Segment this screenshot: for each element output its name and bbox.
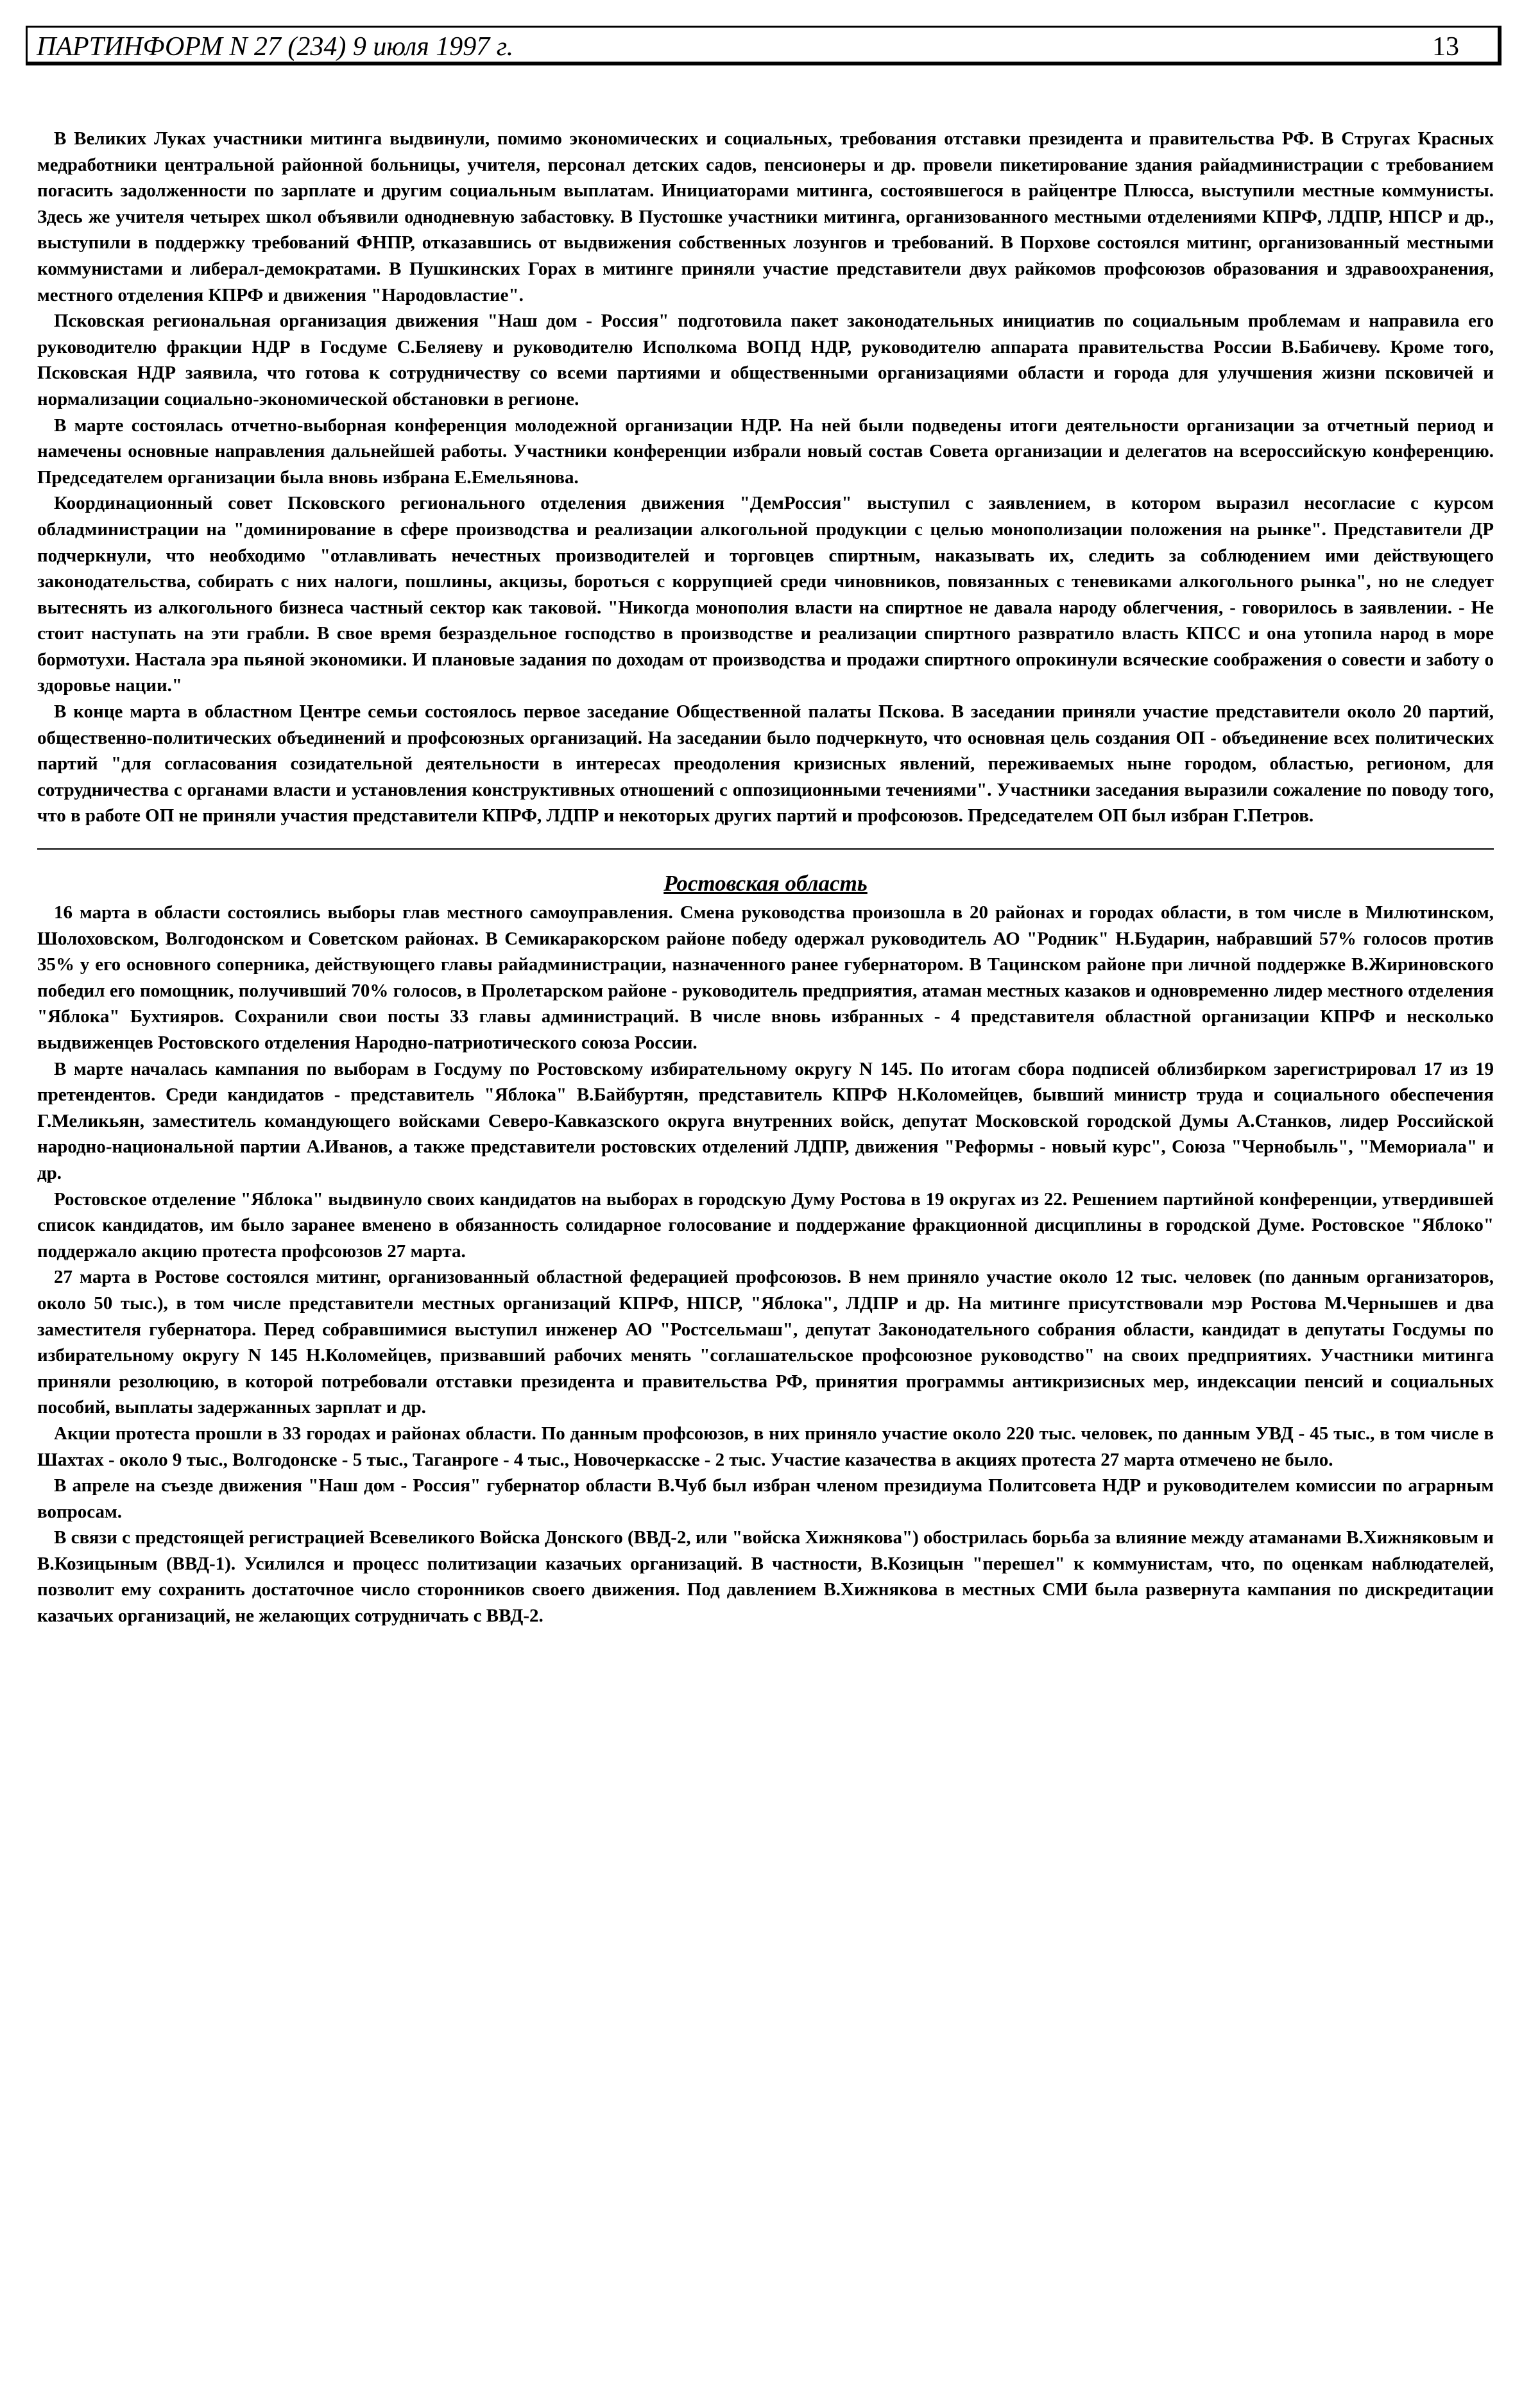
page-header [26, 26, 1502, 65]
paragraph: Ростовское отделение "Яблока" выдвинуло своих кандидатов на выборах в городскую Думу Ростова в 19 округах из 22. Решением партийной конференции, утвердившей список кандидатов, им было заранее вменено в обязанность солидарное голосование и поддержание фракционной дисциплины в городской Думе. Ростовское "Яблоко" поддержало акцию протеста профсоюзов 27 марта. [37, 1188, 1494, 1262]
paragraph: Акции протеста прошли в 33 городах и районах области. По данным профсоюзов, в них приняло участие около 220 тыс. человек, по данным УВД - 45 тыс., в том числе в Шахтах - около 9 тыс., Волгодонске - 5 тыс., Таганроге - 4 тыс., Новочеркасске - 2 тыс. Участие казачества в акциях протеста 27 марта отмечено не было. [37, 1423, 1494, 1470]
article-body [37, 126, 1494, 1629]
section-heading: Ростовская область [663, 871, 868, 896]
paragraph: В Великих Луках участники митинга выдвинули, помимо экономических и социальных, требования отставки президента и правительства РФ. В Стругах Красных медработники центральной районной больницы, учителя, персонал детских садов, пенсионеры и др. провели пикетирование здания райадминистрации с требованием погасить задолженности по зарплате и другим социальным выплатам. Инициаторами митинга, состоявшегося в райцентре Плюсса, выступили местные коммунисты. Здесь же учителя четырех школ объявили однодневную забастовку. В Пустошке участники митинга, организованного местными отделениями КПРФ, ЛДПР, НПСР и др., выступили в поддержку требований ФНПР, отказавшись от выдвижения собственных лозунгов и требований. В Порхове состоялся митинг, организованный местными коммунистами и либерал-демократами. В Пушкинских Горах в митинге приняли участие представители двух райкомов профсоюзов образования и здравоохранения, местного отделения КПРФ и движения "Народовластие". [37, 128, 1494, 305]
paragraph: В конце марта в областном Центре семьи состоялось первое заседание Общественной палаты Пскова. В заседании приняли участие представители около 20 партий, общественно-политических объединений и профсоюзных организаций. На заседании было подчеркнуто, что основная цель создания ОП - объединение всех политических партий "для согласования созидательной деятельности в интересах преодоления кризисных явлений, переживаемых ныне городом, областью, регионом, для сотрудничества с органами власти и установления конструктивных отношений с оппозиционными течениями". Участники заседания выразили сожаление по поводу того, что в работе ОП не приняли участия представители КПРФ, ЛДПР и некоторых других партий и профсоюзов. Председателем ОП был избран Г.Петров. [37, 701, 1494, 827]
pskov-section [37, 126, 1494, 829]
paragraph: В марте началась кампания по выборам в Госдуму по Ростовскому избирательному округу N 145. По итогам сбора подписей облизбирком зарегистрировал 17 из 19 претендентов. Среди кандидатов - представитель "Яблока" В.Байбуртян, представитель КПРФ Н.Коломейцев, бывший министр труда и социального обеспечения Г.Меликьян, заместитель командующего войсками Северо-Кавказского округа внутренних войск, депутат Московской городской Думы А.Станков, лидер Российской народно-национальной партии А.Иванов, а также представители ростовских отделений ЛДПР, движения "Реформы - новый курс", Союза "Чернобыль", "Мемориала" и др. [37, 1058, 1494, 1183]
page-number: 13 [1432, 32, 1459, 62]
paragraph: В апреле на съезде движения "Наш дом - Россия" губернатор области В.Чуб был избран членом президиума Политсовета НДР и руководителем комиссии по аграрным вопросам. [37, 1475, 1494, 1522]
rostov-section [37, 900, 1494, 1629]
paragraph: В марте состоялась отчетно-выборная конференция молодежной организации НДР. На ней были подведены итоги деятельности организации за отчетный период и намечены основные направления дальнейшей работы. Участники конференции избрали новый состав Совета организации и делегатов на всероссийскую конференцию. Председателем организации была вновь избрана Е.Емельянова. [37, 415, 1494, 488]
paragraph: В связи с предстоящей регистрацией Всевеликого Войска Донского (ВВД-2, или "войска Хижнякова") обострилась борьба за влияние между атаманами В.Хижняковым и В.Козицыным (ВВД-1). Усилился и процесс политизации казачьих организаций. В частности, В.Козицын "перешел" к коммунистам, что, по оценкам наблюдателей, позволит ему сохранить достаточное число сторонников своего движения. Под давлением В.Хижнякова в местных СМИ была развернута кампания по дискредитации казачьих организаций, не желающих сотрудничать с ВВД-2. [37, 1527, 1494, 1627]
paragraph: Псковская региональная организация движения "Наш дом - Россия" подготовила пакет законодательных инициатив по социальным проблемам и направила его руководителю фракции НДР в Госдуме С.Беляеву и руководителю Исполкома ВОПД НДР, руководителю аппарата правительства России В.Бабичеву. Кроме того, Псковская НДР заявила, что готова к сотрудничеству со всеми партиями и общественными организациями области и города для улучшения жизни псковичей и нормализации социально-экономической обстановки в регионе. [37, 311, 1494, 409]
publication-title: ПАРТИНФОРМ N 27 (234) 9 июля 1997 г. [37, 32, 514, 62]
section-divider [37, 848, 1494, 850]
paragraph: 16 марта в области состоялись выборы глав местного самоуправления. Смена руководства произошла в 20 районах и городах области, в том числе в Милютинском, Шолоховском, Волгодонском и Советском районах. В Семикаракорском районе победу одержал руководитель АО "Родник" Н.Бударин, набравший 57% голосов против 35% у его основного соперника, действующего главы райадминистрации, назначенного ранее губернатором. В Тацинском районе при личной поддержке В.Жириновского победил его помощник, получивший 70% голосов, в Пролетарском районе - руководитель предприятия, атаман местных казаков и одновременно лидер местного отделения "Яблока" Бухтияров. Сохранили свои посты 33 главы администраций. В числе вновь избранных - 4 представителя областной организации КПРФ и несколько выдвиженцев Ростовского отделения Народно-патриотического союза России. [37, 902, 1494, 1053]
paragraph: Координационный совет Псковского регионального отделения движения "ДемРоссия" выступил с заявлением, в котором выразил несогласие с курсом обладминистрации на "доминирование в сфере производства и реализации алкогольной продукции с целью монополизации положения на рынке". Представители ДР подчеркнули, что необходимо "отлавливать нечестных производителей и торговцев спиртным, наказывать их, следить за соблюдением ими действующего законодательства, собирать с них налоги, пошлины, акцизы, бороться с коррупцией среди чиновников, повязанных с теневиками алкогольного рынка", но не следует вытеснять из алкогольного бизнеса частный сектор как таковой. "Никогда монополия власти на спиртное не давала народу облегчения, - говорилось в заявлении. - Не стоит наступать на эти грабли. В свое время безраздельное господство в производстве и реализации спиртного развратило власть КПСС и она утопила народ в море бормотухи. Настала эра пьяной экономики. И плановые задания по доходам от производства и продажи спиртного опрокинули всяческие соображения о совести и заботу о здоровье нации." [37, 493, 1494, 696]
paragraph: 27 марта в Ростове состоялся митинг, организованный областной федерацией профсоюзов. В нем приняло участие около 12 тыс. человек (по данным организаторов, около 50 тыс.), в том числе представители местных организаций КПРФ, НПСР, "Яблока", ЛДПР и др. На митинге присутствовали мэр Ростова М.Чернышев и два заместителя губернатора. Перед собравшимися выступил инженер АО "Ростсельмаш", депутат Законодательного собрания области, кандидат в депутаты Госдумы по избирательному округу N 145 Н.Коломейцев, призвавший рабочих менять "соглашательское профсоюзное руководство" на своих предприятиях. Участники митинга приняли резолюцию, в которой потребовали отставки президента и правительства РФ, принятия программы антикризисных мер, индексации пенсий и социальных пособий, выплаты задержанных зарплат и др. [37, 1267, 1494, 1418]
